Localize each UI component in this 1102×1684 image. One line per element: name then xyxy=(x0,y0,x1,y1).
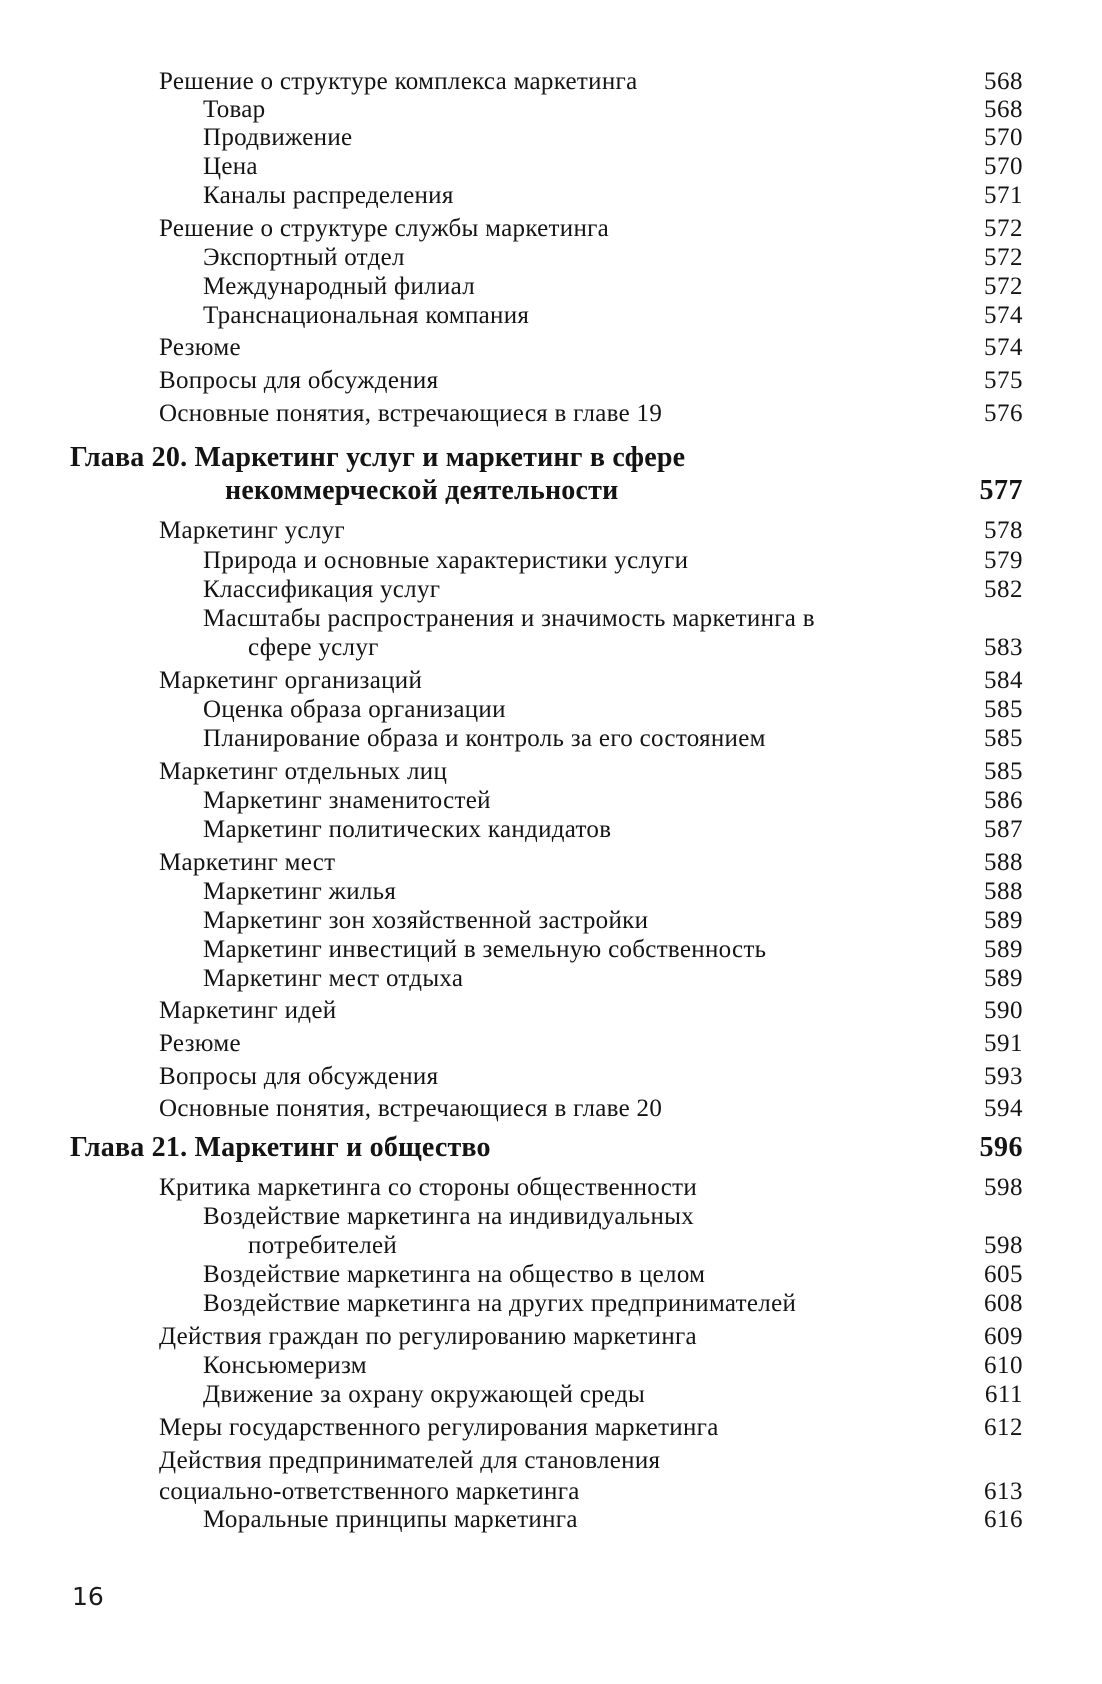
toc-entry-title: Природа и основные характеристики услуги xyxy=(203,547,689,574)
toc-entry-title: социально-ответственного маркетинга xyxy=(159,1478,580,1505)
toc-entry-title: Маркетинг услуг xyxy=(159,517,345,544)
toc-page-number: 570 xyxy=(984,124,1023,151)
toc-page-number: 572 xyxy=(984,244,1023,271)
toc-page-number: 583 xyxy=(984,634,1023,661)
toc-entry-title: Маркетинг инвестиций в земельную собственность xyxy=(203,936,767,963)
toc-entry-title: Действия граждан по регулированию маркетинга xyxy=(159,1323,697,1350)
toc-page-number: 616 xyxy=(984,1506,1023,1533)
toc-page-number: 586 xyxy=(984,787,1023,814)
toc-page-number: 574 xyxy=(984,302,1023,329)
toc-page-number: 588 xyxy=(984,849,1023,876)
chapter-page-number: 577 xyxy=(979,475,1023,506)
toc-page-number: 568 xyxy=(984,96,1023,123)
toc-entry-title: Цена xyxy=(203,153,258,180)
toc-page-number: 572 xyxy=(984,273,1023,300)
toc-entry-title: сфере услуг xyxy=(248,634,379,661)
toc-entry-title: Основные понятия, встречающиеся в главе 20 xyxy=(159,1095,663,1122)
toc-entry-title: Маркетинг мест отдыха xyxy=(203,965,464,992)
toc-entry-title: потребителей xyxy=(248,1232,398,1259)
toc-entry-title: Воздействие маркетинга на индивидуальных xyxy=(203,1203,695,1230)
toc-entry-title: Маркетинг мест xyxy=(159,849,336,876)
toc-entry-title: Действия предпринимателей для становления xyxy=(159,1447,661,1474)
toc-entry-title: Транснациональная компания xyxy=(203,302,530,329)
toc-page-number: 613 xyxy=(984,1478,1023,1505)
toc-page-number: 598 xyxy=(984,1174,1023,1201)
toc-entry-title: Маркетинг зон хозяйственной застройки xyxy=(203,907,649,934)
toc-entry-title: Основные понятия, встречающиеся в главе 19 xyxy=(159,400,663,427)
toc-page-number: 587 xyxy=(984,816,1023,843)
toc-page-number: 594 xyxy=(984,1095,1023,1122)
toc-entry-title: Маркетинг идей xyxy=(159,997,337,1024)
toc-entry-title: Международный филиал xyxy=(203,273,475,300)
toc-entry-title: Маркетинг знаменитостей xyxy=(203,787,491,814)
toc-entry-title: Маркетинг политических кандидатов xyxy=(203,816,612,843)
toc-entry-title: Меры государственного регулирования маркетинга xyxy=(159,1414,719,1441)
chapter-title: Глава 20. Маркетинг услуг и маркетинг в сфере xyxy=(70,442,686,473)
toc-page-number: 574 xyxy=(984,334,1023,361)
toc-entry-title: Моральные принципы маркетинга xyxy=(203,1506,578,1533)
toc-page-number: 608 xyxy=(984,1290,1023,1317)
toc-page-number: 611 xyxy=(984,1381,1023,1408)
toc-entry-title: Экспортный отдел xyxy=(203,244,405,271)
toc-entry-title: Решение о структуре комплекса маркетинга xyxy=(159,68,638,95)
toc-entry-title: Маркетинг отдельных лиц xyxy=(159,758,448,785)
toc-entry-title: Продвижение xyxy=(203,124,353,151)
chapter-title-continued: некоммерческой деятельности xyxy=(225,475,619,506)
toc-entry-title: Вопросы для обсуждения xyxy=(159,1063,439,1090)
toc-page-number: 572 xyxy=(984,215,1023,242)
page-number-footer: 16 xyxy=(72,1582,104,1611)
toc-entry-title: Вопросы для обсуждения xyxy=(159,367,439,394)
toc-page-number: 568 xyxy=(984,68,1023,95)
toc-page-number: 593 xyxy=(984,1063,1023,1090)
toc-page-number: 590 xyxy=(984,997,1023,1024)
chapter-title: Глава 21. Маркетинг и общество xyxy=(70,1132,491,1163)
toc-entry-title: Движение за охрану окружающей среды xyxy=(203,1381,646,1408)
toc-page-number: 578 xyxy=(984,517,1023,544)
toc-entry-title: Оценка образа организации xyxy=(203,696,506,723)
toc-page-number: 575 xyxy=(984,367,1023,394)
toc-page-number: 579 xyxy=(984,547,1023,574)
toc-page-number: 585 xyxy=(984,758,1023,785)
toc-page-number: 585 xyxy=(984,725,1023,752)
toc-page-number: 571 xyxy=(984,182,1023,209)
toc-entry-title: Маркетинг жилья xyxy=(203,878,397,905)
toc-entry-title: Решение о структуре службы маркетинга xyxy=(159,215,610,242)
toc-page-number: 598 xyxy=(984,1232,1023,1259)
toc-page-number: 605 xyxy=(984,1261,1023,1288)
toc-page-number: 612 xyxy=(984,1414,1023,1441)
toc-entry-title: Масштабы распространения и значимость маркетинга в xyxy=(203,605,815,632)
toc-page-number: 582 xyxy=(984,576,1023,603)
toc-page-number: 589 xyxy=(984,965,1023,992)
toc-page-number: 576 xyxy=(984,400,1023,427)
toc-entry-title: Товар xyxy=(203,96,266,123)
toc-entry-title: Классификация услуг xyxy=(203,576,441,603)
toc-entry-title: Каналы распределения xyxy=(203,182,454,209)
toc-entry-title: Консьюмеризм xyxy=(203,1352,367,1379)
toc-page-number: 610 xyxy=(984,1352,1023,1379)
toc-page-number: 588 xyxy=(984,878,1023,905)
toc-entry-title: Планирование образа и контроль за его состоянием xyxy=(203,725,766,752)
toc-page-number: 589 xyxy=(984,907,1023,934)
toc-entry-title: Воздействие маркетинга на других предпринимателей xyxy=(203,1290,797,1317)
toc-entry-title: Критика маркетинга со стороны общественности xyxy=(159,1174,698,1201)
chapter-page-number: 596 xyxy=(979,1132,1023,1163)
toc-page-number: 609 xyxy=(984,1323,1023,1350)
toc-entry-title: Резюме xyxy=(159,334,241,361)
toc-entry-title: Резюме xyxy=(159,1030,241,1057)
toc-page-number: 589 xyxy=(984,936,1023,963)
toc-page-number: 591 xyxy=(984,1030,1023,1057)
toc-entry-title: Воздействие маркетинга на общество в целом xyxy=(203,1261,706,1288)
toc-page-number: 570 xyxy=(984,153,1023,180)
toc-page-number: 584 xyxy=(984,667,1023,694)
toc-page-number: 585 xyxy=(984,696,1023,723)
toc-entry-title: Маркетинг организаций xyxy=(159,667,423,694)
